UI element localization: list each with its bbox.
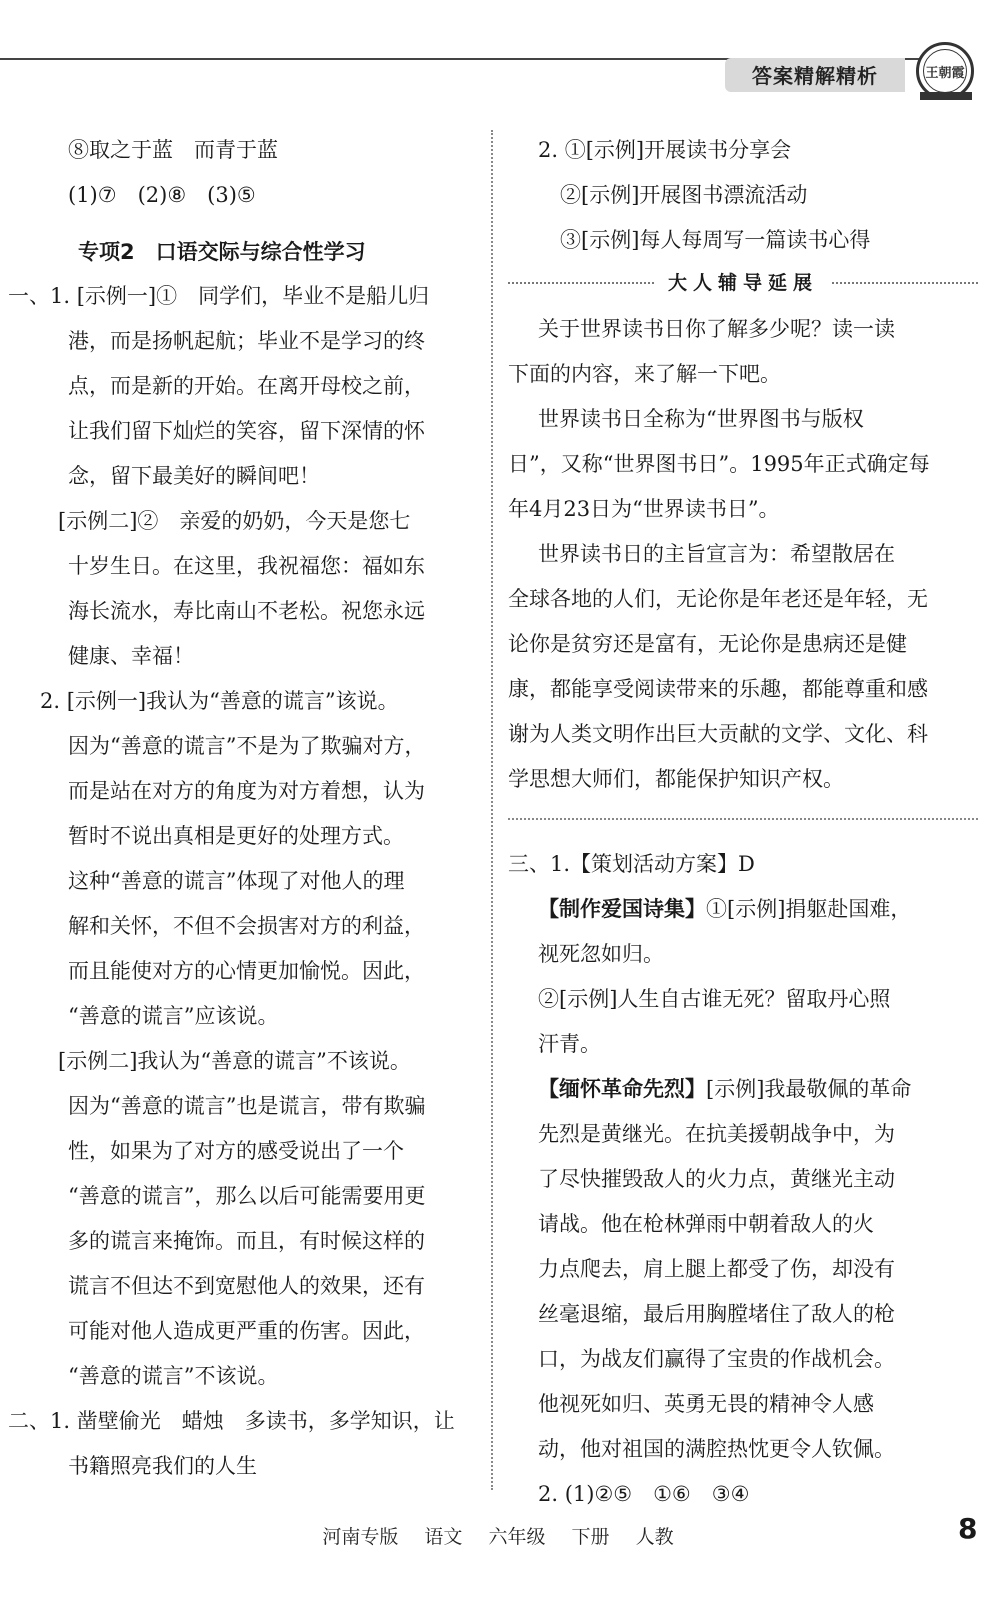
answer-line: 请战。他在枪林弹雨中朝着敌人的火 <box>538 1212 874 1236</box>
answer-line: ③[示例]每人每周写一篇读书心得 <box>560 228 871 252</box>
answer-line: “善意的谎言”，那么以后可能需要用更 <box>68 1184 426 1208</box>
answer-line <box>508 887 978 932</box>
footer-item: 人教 <box>635 1526 674 1548</box>
answer-line: 动，他对祖国的满腔热忱更令人钦佩。 <box>538 1437 895 1461</box>
header-title: 答案精解精析 <box>752 64 878 88</box>
section-heading: 专项2 口语交际与综合性学习 <box>78 240 366 264</box>
answer-line: 先烈是黄继光。在抗美援朝战争中，为 <box>538 1122 895 1146</box>
answer-line: 汗青。 <box>538 1032 601 1056</box>
answer-line: “善意的谎言”应该说。 <box>68 1004 279 1028</box>
extension-line: 谢为人类文明作出巨大贡献的文学、文化、科 <box>508 722 928 746</box>
page-number: 8 <box>958 1512 978 1545</box>
banner-title: 大人辅导延展 <box>654 265 832 301</box>
answer-line: 书籍照亮我们的人生 <box>68 1454 257 1478</box>
answer-line: 性，如果为了对方的感受说出了一个 <box>68 1139 404 1163</box>
answer-line: ②[示例]人生自古谁无死？留取丹心照 <box>538 987 891 1011</box>
answer-line: 一、1. [示例一]① 同学们，毕业不是船儿归 <box>8 284 430 308</box>
extension-line: 下面的内容，来了解一下吧。 <box>508 362 781 386</box>
hero-line: [示例]我最敬佩的革命 <box>706 1077 912 1101</box>
answer-line: 暂时不说出真相是更好的处理方式。 <box>68 824 404 848</box>
page-footer <box>0 1522 996 1549</box>
answer-line: [示例二]② 亲爱的奶奶，今天是您七 <box>58 509 411 533</box>
extension-line: 世界读书日的主旨宣言为：希望散居在 <box>538 542 895 566</box>
answer-line: 而且能使对方的心情更加愉悦。因此， <box>68 959 425 983</box>
answer-line: 念，留下最美好的瞬间吧！ <box>68 464 320 488</box>
right-column <box>508 128 978 1517</box>
answer-line: 谎言不但达不到宽慰他人的效果，还有 <box>68 1274 425 1298</box>
answer-line: 这种“善意的谎言”体现了对他人的理 <box>68 869 405 893</box>
left-column <box>0 128 480 1489</box>
answer-line: 口，为战友们赢得了宝贵的作战机会。 <box>538 1347 895 1371</box>
answer-line: 二、1. 凿壁偷光 蜡烛 多读书，多学知识，让 <box>8 1409 455 1433</box>
extension-line: 关于世界读书日你了解多少呢？读一读 <box>538 317 895 341</box>
answer-line: [示例二]我认为“善意的谎言”不该说。 <box>58 1049 411 1073</box>
footer-item: 语文 <box>424 1526 463 1548</box>
extension-line: 年4月23日为“世界读书日”。 <box>508 497 780 521</box>
hero-tag: 【缅怀革命先烈】 <box>538 1077 706 1101</box>
footer-item: 六年级 <box>488 1526 546 1548</box>
answer-line: 让我们留下灿烂的笑容，留下深情的怀 <box>68 419 425 443</box>
answer-line: 2. [示例一]我认为“善意的谎言”该说。 <box>40 689 399 713</box>
answer-line <box>508 1067 978 1112</box>
extension-line: 论你是贫穷还是富有，无论你是患病还是健 <box>508 632 907 656</box>
answer-line: 2. (1)②⑤ ①⑥ ③④ <box>538 1482 750 1506</box>
answer-line: 解和关怀，不但不会损害对方的利益， <box>68 914 425 938</box>
logo-ribbon <box>920 92 972 100</box>
answer-line: 因为“善意的谎言”不是为了欺骗对方， <box>68 734 426 758</box>
answer-line: 十岁生日。在这里，我祝福您：福如东 <box>68 554 425 578</box>
answer-line: 力点爬去，肩上腿上都受了伤，却没有 <box>538 1257 895 1281</box>
answer-line: 2. ①[示例]开展读书分享会 <box>538 138 792 162</box>
answer-line: 可能对他人造成更严重的伤害。因此， <box>68 1319 425 1343</box>
extension-line: 日”，又称“世界图书日”。1995年正式确定每 <box>508 452 930 476</box>
extension-line: 学思想大师们，都能保护知识产权。 <box>508 767 844 791</box>
answer-line: 健康、幸福！ <box>68 644 194 668</box>
answer-line: 视死忽如归。 <box>538 942 664 966</box>
answer-line: (1)⑦ (2)⑧ (3)⑤ <box>68 183 256 207</box>
answer-line: 丝毫退缩，最后用胸膛堵住了敌人的枪 <box>538 1302 895 1326</box>
extension-line: 全球各地的人们，无论你是年老还是年轻，无 <box>508 587 928 611</box>
answer-line: 港，而是扬帆起航；毕业不是学习的终 <box>68 329 425 353</box>
answer-line: 三、1.【策划活动方案】D <box>508 852 755 876</box>
answer-line: 他视死如归、英勇无畏的精神令人感 <box>538 1392 874 1416</box>
answer-line: ⑧取之于蓝 而青于蓝 <box>68 138 278 162</box>
answer-line: 因为“善意的谎言”也是谎言，带有欺骗 <box>68 1094 426 1118</box>
poem-tag: 【制作爱国诗集】 <box>538 897 706 921</box>
answer-line: 点，而是新的开始。在离开母校之前， <box>68 374 425 398</box>
footer-item: 下册 <box>571 1526 610 1548</box>
answer-line: 海长流水，寿比南山不老松。祝您永远 <box>68 599 425 623</box>
answer-line: 了尽快摧毁敌人的火力点，黄继光主动 <box>538 1167 895 1191</box>
extension-line: 康，都能享受阅读带来的乐趣，都能尊重和感 <box>508 677 928 701</box>
answer-line: 而是站在对方的角度为对方着想，认为 <box>68 779 425 803</box>
answer-line: “善意的谎言”不该说。 <box>68 1364 279 1388</box>
answer-line: 多的谎言来掩饰。而且，有时候这样的 <box>68 1229 425 1253</box>
poem-line: ①[示例]捐躯赴国难， <box>706 897 912 921</box>
footer-item: 河南专版 <box>322 1526 399 1548</box>
answer-line: ②[示例]开展图书漂流活动 <box>560 183 808 207</box>
column-divider <box>491 130 493 1490</box>
extension-banner <box>508 265 978 301</box>
section-separator <box>508 818 978 842</box>
extension-line: 世界读书日全称为“世界图书与版权 <box>538 407 864 431</box>
logo-text: 王朝霞 <box>923 49 967 93</box>
